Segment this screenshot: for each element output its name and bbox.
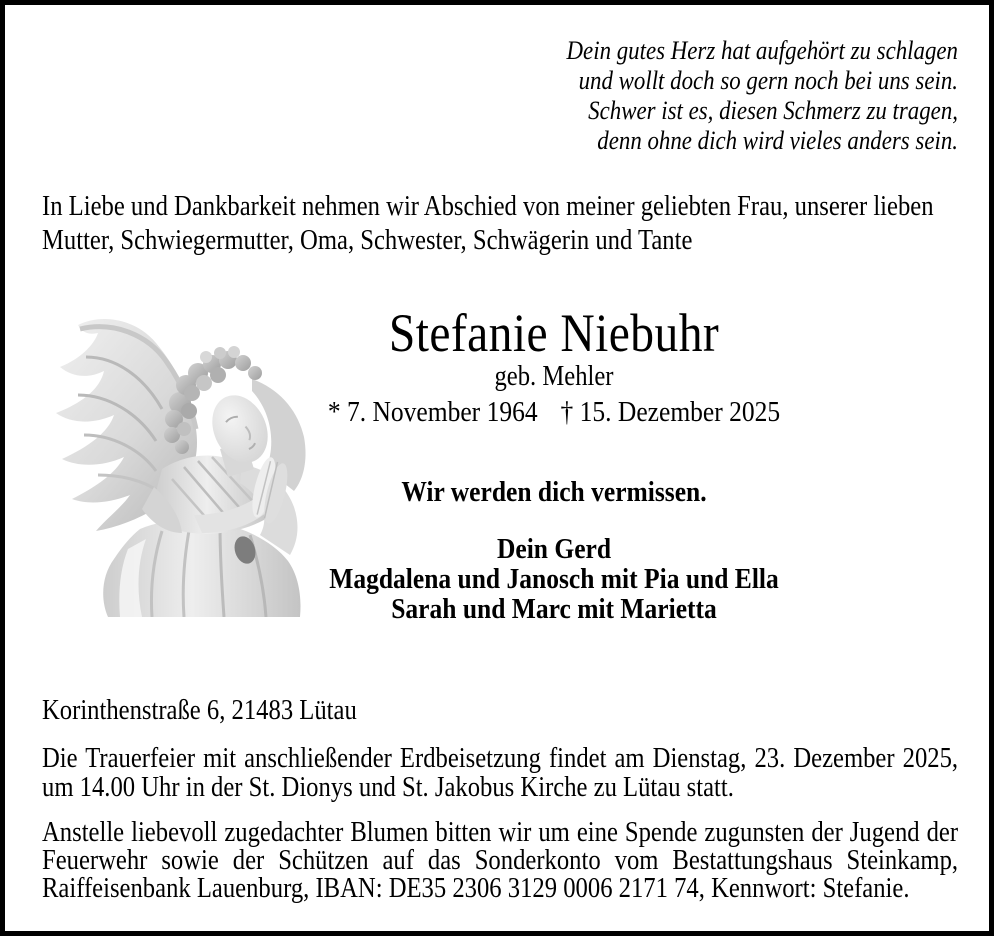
donation-paragraph: Anstelle liebevoll zugedachter Blumen bitten wir um eine Spende zugunsten der Jugend der Feuerwehr sowie der Schützen auf das Sonderkonto vom Bestattungshaus Steinkamp, Raiffeisenbank Lauenburg, IBAN: DE35 2306 3129 0006 2171 74, Kennwort: Stefanie. xyxy=(42,817,959,904)
farewell-line: Wir werden dich vermissen. xyxy=(401,476,707,508)
poem-line: und wollt doch so gern noch bei uns sein. xyxy=(578,66,958,95)
death-date: † 15. Dezember 2025 xyxy=(560,396,781,428)
service-paragraph: Die Trauerfeier mit anschließender Erdbeisetzung findet am Dienstag, 23. Dezember 2025, um 14.00 Uhr in der St. Dionys und St. Jakobus Kirche zu Lütau statt. xyxy=(42,743,959,803)
deceased-block xyxy=(314,303,794,625)
deceased-name: Stefanie Niebuhr xyxy=(388,303,720,363)
mourner-line: Dein Gerd xyxy=(496,533,612,565)
poem-line: denn ohne dich wird vieles anders sein. xyxy=(597,126,958,155)
birth-date: * 7. November 1964 xyxy=(327,396,538,428)
address-line: Korinthenstraße 6, 21483 Lütau xyxy=(42,695,357,726)
poem-line: Dein gutes Herz hat aufgehört zu schlagen xyxy=(566,36,958,65)
poem-line: Schwer ist es, diesen Schmerz zu tragen, xyxy=(588,96,958,125)
poem-verse xyxy=(318,36,958,156)
angel-statue-image xyxy=(44,317,320,617)
life-dates xyxy=(314,396,794,428)
mourners-list xyxy=(314,534,794,624)
intro-paragraph: In Liebe und Dankbarkeit nehmen wir Abschied von meiner geliebten Frau, unserer lieben Mutter, Schwiegermutter, Oma, Schwester, Schwägerin und Tante xyxy=(42,191,934,256)
mourner-line: Sarah und Marc mit Marietta xyxy=(391,593,717,625)
maiden-name: geb. Mehler xyxy=(494,361,614,392)
praying-angel-statue-icon xyxy=(44,317,320,617)
mourner-line: Magdalena und Janosch mit Pia und Ella xyxy=(329,563,779,595)
